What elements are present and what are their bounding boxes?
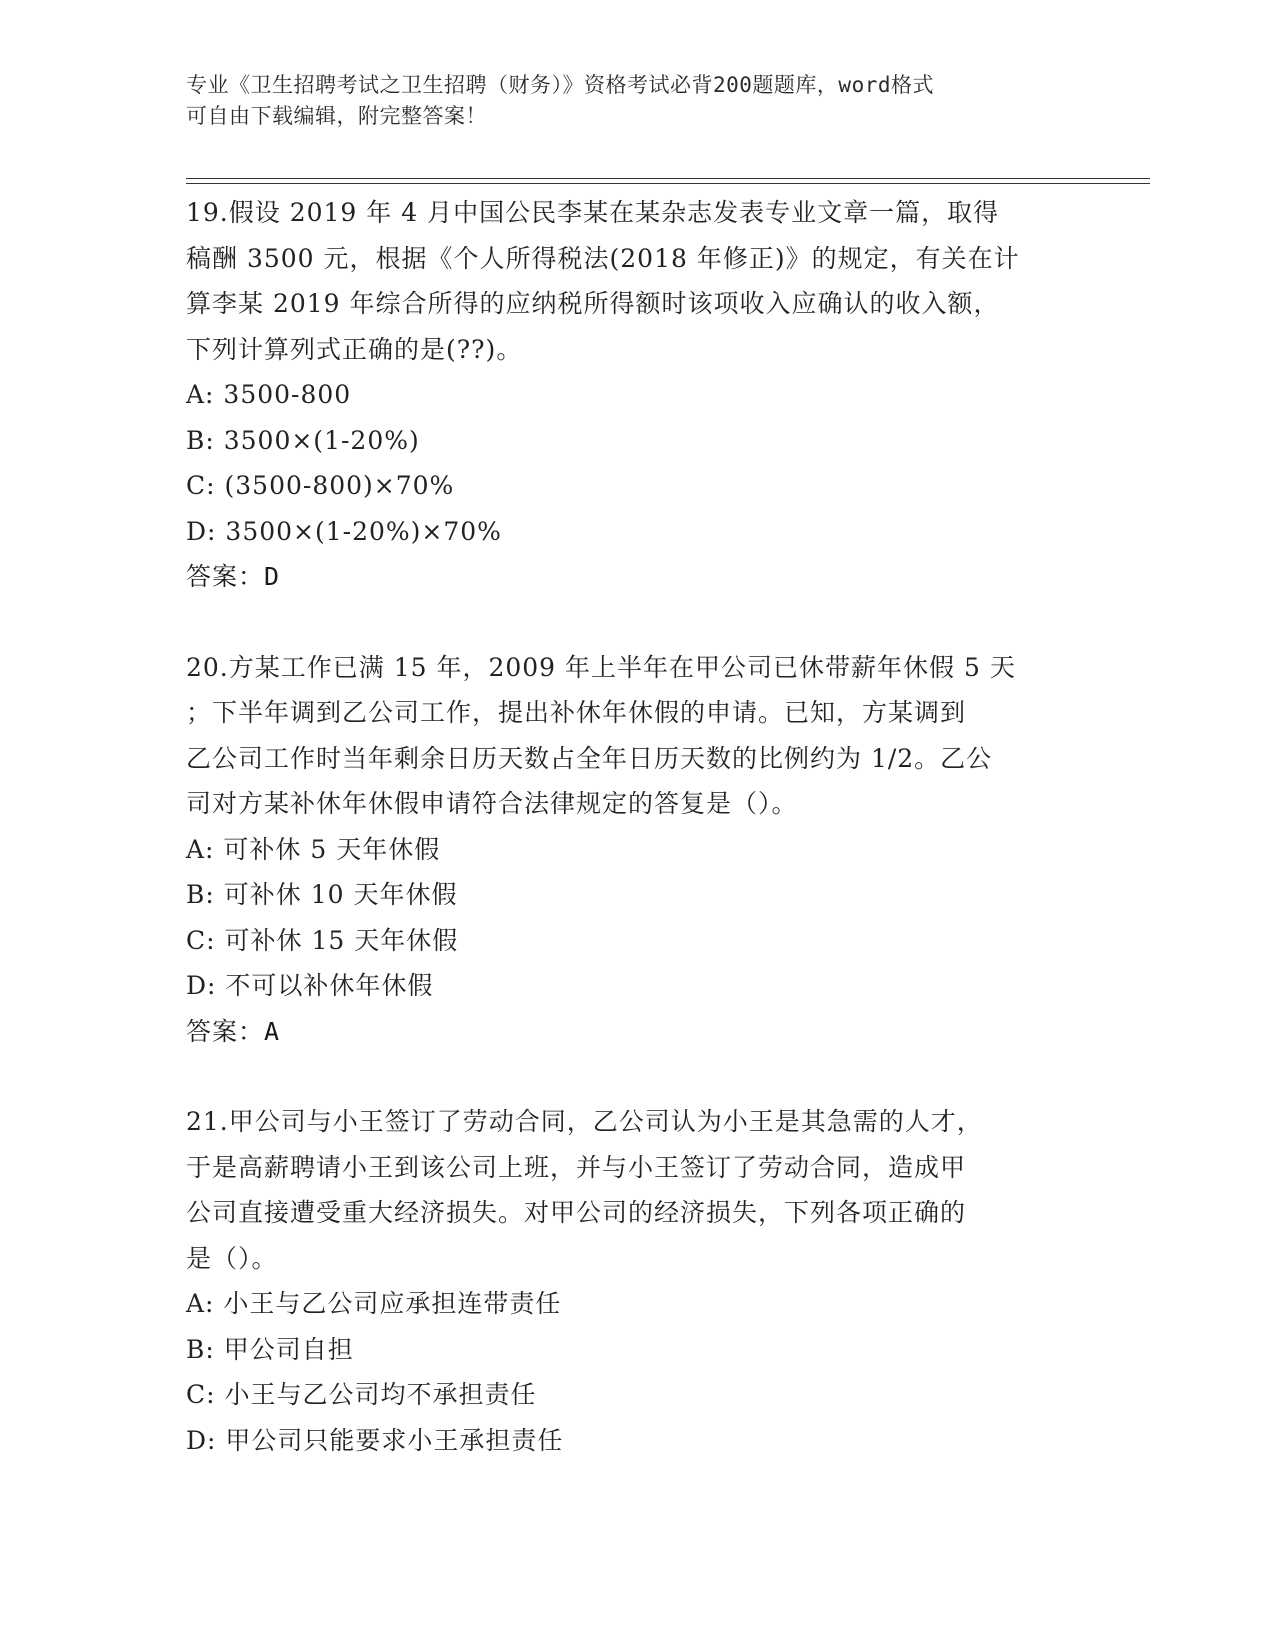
question-21 [186, 1099, 1086, 1463]
option-list [186, 372, 1086, 554]
answer-line: 答案：D [186, 562, 281, 591]
stem-line: 于是高薪聘请小王到该公司上班，并与小王签订了劳动合同，造成甲 [186, 1152, 967, 1182]
option-c: C: (3500-800)×70% [186, 471, 455, 500]
stem-line: 稿酬 3500 元，根据《个人所得税法(2018 年修正)》的规定，有关在计 [186, 243, 1020, 273]
stem-line: 公司直接遭受重大经济损失。对甲公司的经济损失，下列各项正确的 [186, 1198, 967, 1227]
option-d: D: 不可以补休年休假 [186, 971, 434, 1000]
option-a: A: 可补休 5 天年休假 [186, 834, 441, 864]
option-c: C: 小王与乙公司均不承担责任 [186, 1380, 537, 1409]
option-list [186, 1281, 1086, 1463]
option-b: B: 可补休 10 天年休假 [186, 880, 458, 909]
question-stem [186, 190, 1086, 372]
stem-line: 20.方某工作已满 15 年，2009 年上半年在甲公司已休带薪年休假 5 天 [186, 652, 1016, 682]
stem-line: 算李某 2019 年综合所得的应纳税所得额时该项收入应确认的收入额， [186, 289, 1000, 318]
question-list [186, 190, 1086, 1463]
stem-line: 是（）。 [186, 1243, 278, 1273]
header-divider-top [186, 178, 1150, 179]
stem-line: ；下半年调到乙公司工作，提出补休年休假的申请。已知，方某调到 [186, 698, 967, 727]
option-b: B: 3500×(1-20%) [186, 425, 420, 455]
option-a: A: 小王与乙公司应承担连带责任 [186, 1289, 562, 1318]
question-20 [186, 645, 1086, 1055]
question-stem [186, 645, 1086, 827]
document-header [186, 70, 1086, 132]
option-list [186, 827, 1086, 1009]
header-line-1: 专业《卫生招聘考试之卫生招聘（财务）》资格考试必背200题题库，word格式 [186, 73, 934, 97]
answer-line: 答案：A [186, 1016, 281, 1046]
stem-line: 下列计算列式正确的是(??)。 [186, 334, 523, 364]
question-stem [186, 1099, 1086, 1281]
stem-line: 19.假设 2019 年 4 月中国公民李某在某杂志发表专业文章一篇，取得 [186, 198, 1000, 227]
option-a: A: 3500-800 [186, 380, 352, 409]
stem-line: 21.甲公司与小王签订了劳动合同，乙公司认为小王是其急需的人才， [186, 1107, 983, 1136]
option-c: C: 可补休 15 天年休假 [186, 925, 459, 955]
stem-line: 乙公司工作时当年剩余日历天数占全年日历天数的比例约为 1/2。乙公 [186, 743, 993, 773]
question-19 [186, 190, 1086, 600]
option-d: D: 3500×(1-20%)×70% [186, 516, 502, 546]
header-divider-bottom [186, 183, 1150, 184]
header-line-2: 可自由下载编辑，附完整答案！ [186, 104, 487, 128]
stem-line: 司对方某补休年休假申请符合法律规定的答复是（）。 [186, 789, 798, 818]
option-b: B: 甲公司自担 [186, 1334, 354, 1364]
option-d: D: 甲公司只能要求小王承担责任 [186, 1425, 564, 1455]
